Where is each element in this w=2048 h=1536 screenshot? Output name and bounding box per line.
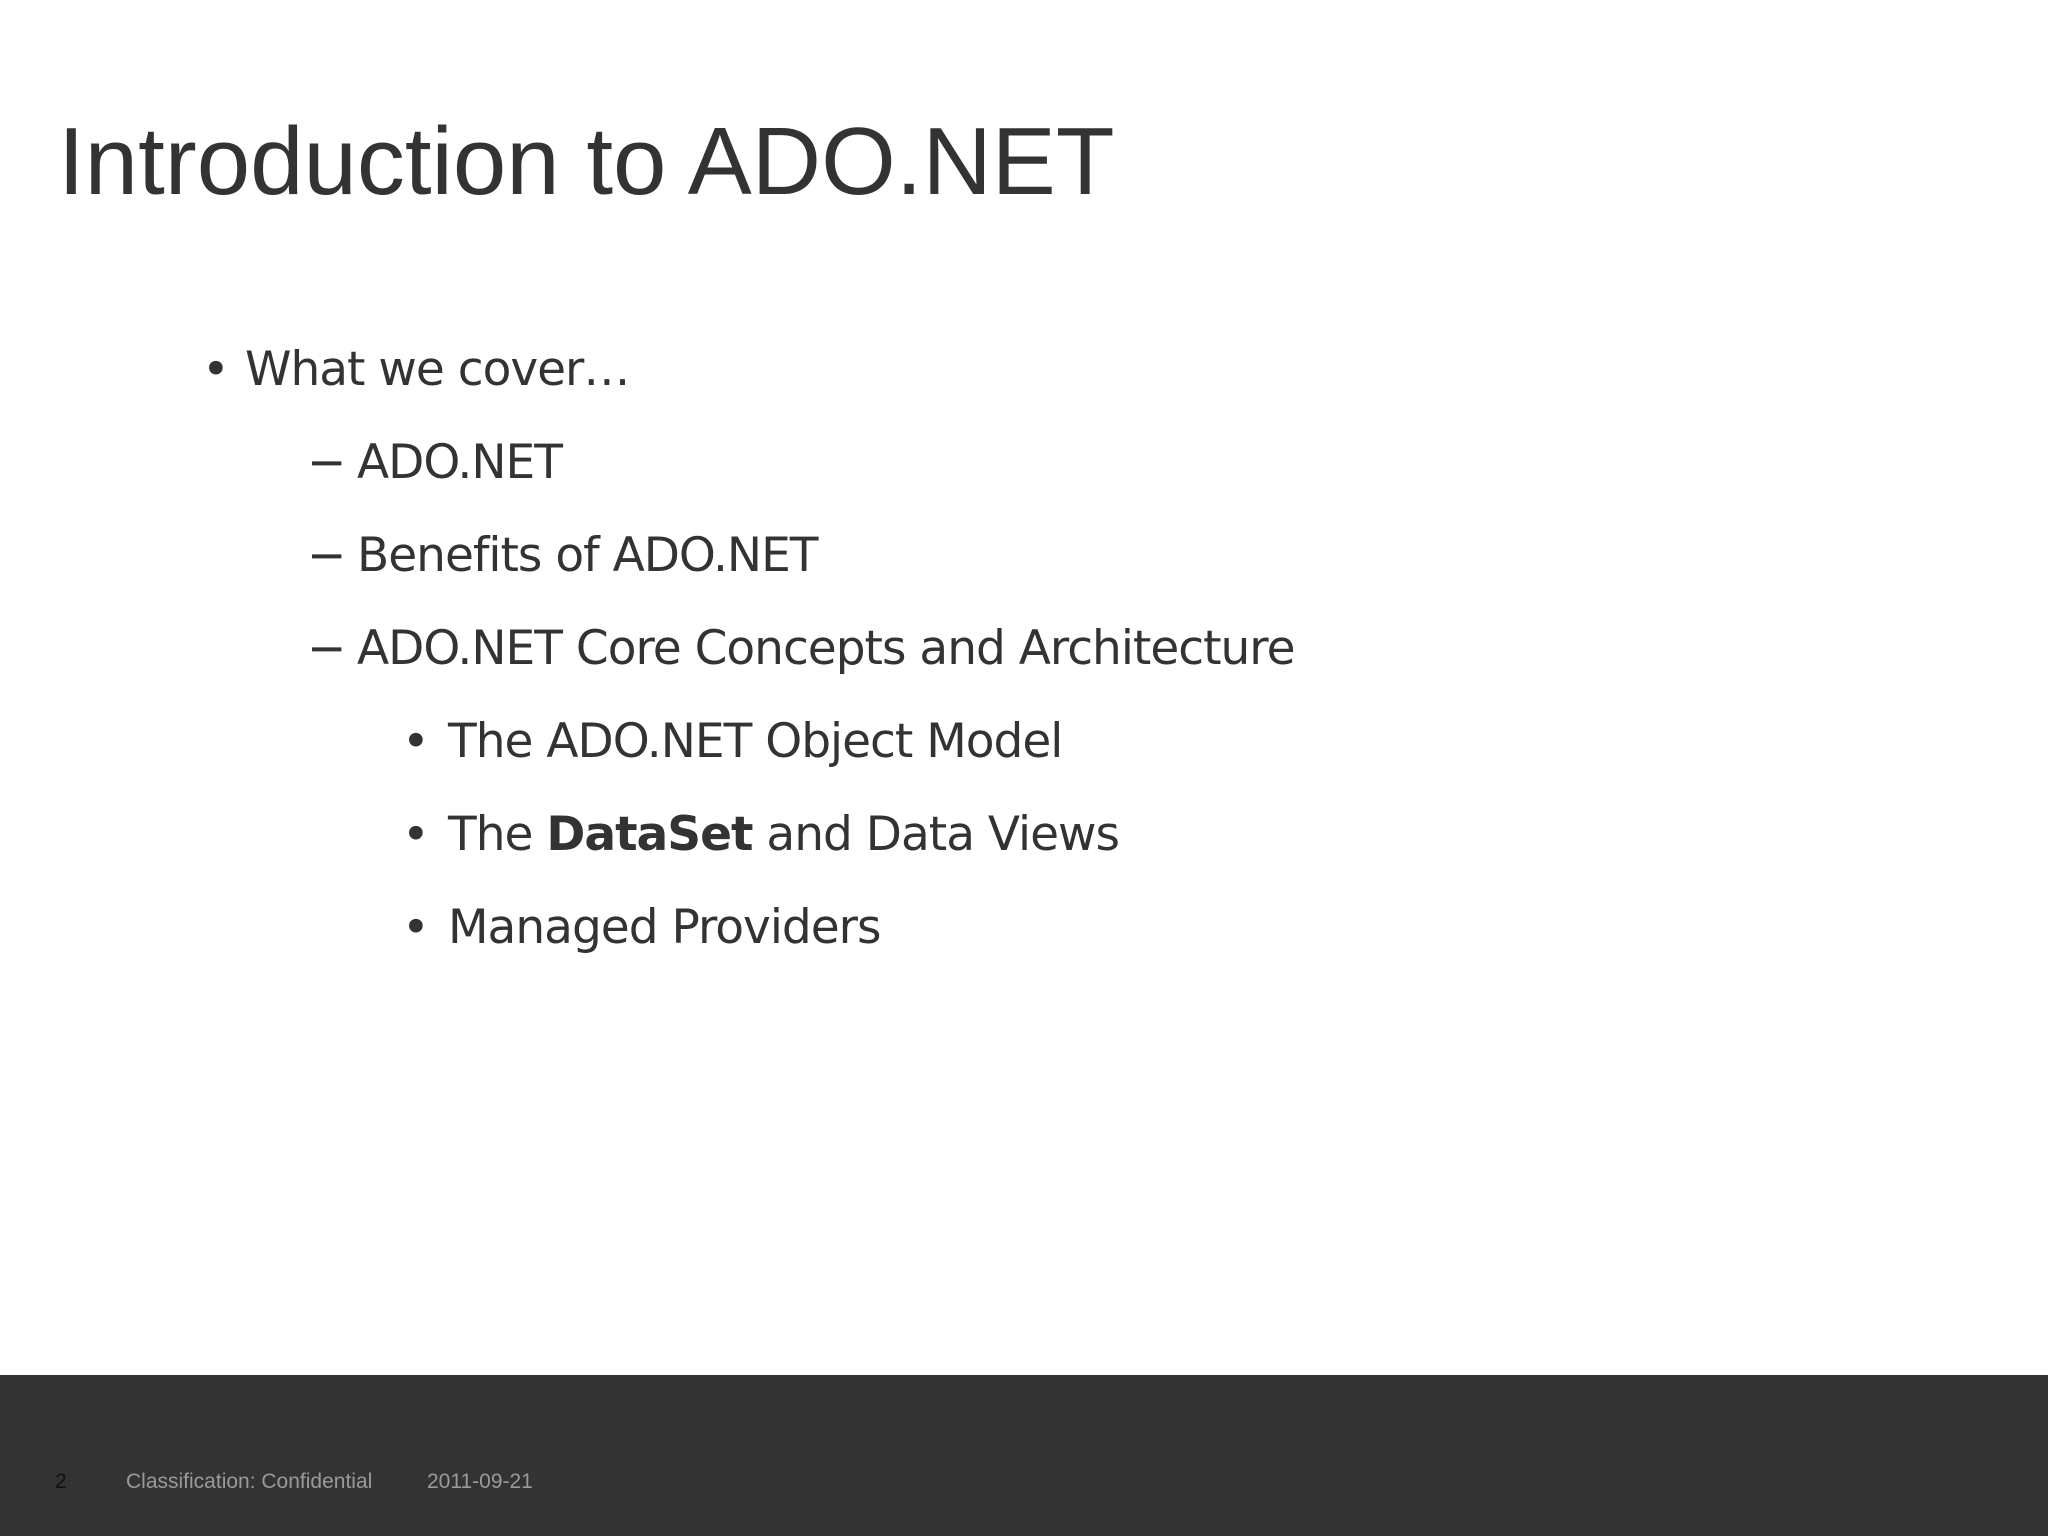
sub-bullet-text: ADO.NET (357, 435, 562, 490)
bullet-text: What we cover… (245, 342, 630, 397)
bullet-marker: • (402, 807, 430, 862)
slide-footer (0, 1375, 2048, 1536)
text-before: The (448, 807, 547, 862)
sub-bullet-text: ADO.NET Core Concepts and Architecture (357, 621, 1295, 676)
bullet-marker: • (402, 714, 430, 769)
dash-marker: − (307, 435, 347, 490)
sub-bullet-text: Benefits of ADO.NET (357, 528, 818, 583)
text-after: and Data Views (752, 807, 1119, 862)
nested-bullet-text: Managed Providers (448, 900, 881, 955)
dash-marker: − (307, 621, 347, 676)
nested-bullet-text: The ADO.NET Object Model (448, 714, 1063, 769)
dash-marker: − (307, 528, 347, 583)
page-number: 2 (55, 1470, 67, 1493)
bullet-marker: • (202, 342, 230, 397)
bullet-marker: • (402, 900, 430, 955)
nested-bullet-text (448, 788, 1119, 881)
slide-title: Introduction to ADO.NET (58, 108, 1115, 215)
classification-label: Classification: Confidential (126, 1470, 373, 1493)
footer-date: 2011-09-21 (427, 1470, 533, 1493)
dataset-term: DataSet (546, 807, 753, 862)
